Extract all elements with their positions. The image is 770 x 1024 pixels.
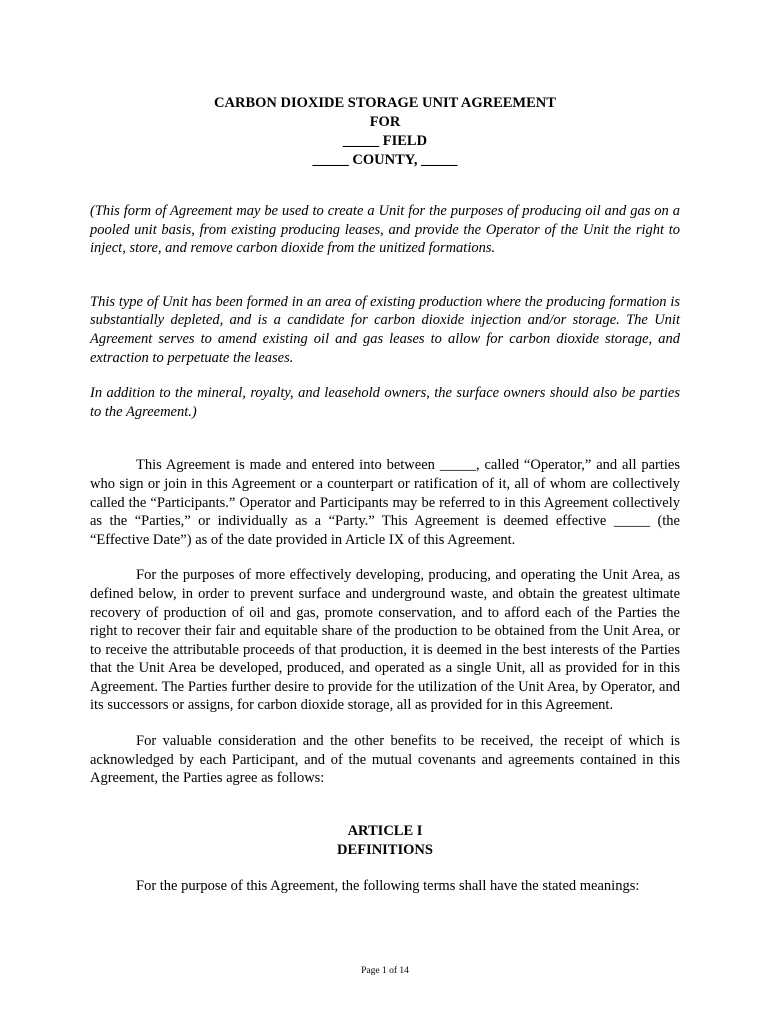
- note-paragraph-3: In addition to the mineral, royalty, and leasehold owners, the surface owners should also be parties to the Agreement.): [90, 385, 680, 420]
- document-page: [90, 94, 680, 895]
- title-line-3: _____ FIELD: [342, 133, 428, 149]
- body-paragraph-2: For the purposes of more effectively developing, producing, and operating the Unit Area, as defined below, in order to prevent surface and underground waste, and obtain the greatest ultimate recovery of production of oil and gas, promote conservation, and to afford each of the Parties the right to recover their fair and equitable share of the production to be obtained from the Unit Area, or to receive the attributable proceeds of that production, it is deemed in the best interests of the Parties that the Unit Area be developed, produced, and operated as a single Unit, all as provided for in this Agreement. The Parties further desire to provide for the utilization of the Unit Area, by Operator, and its successors or assigns, for carbon dioxide storage, all as provided for in this Agreement.: [90, 567, 680, 714]
- article-intro: For the purpose of this Agreement, the following terms shall have the stated meanings:: [136, 877, 640, 894]
- article-title: DEFINITIONS: [337, 841, 433, 858]
- title-line-2: FOR: [369, 114, 401, 130]
- page-number: Page 1 of 14: [361, 966, 409, 976]
- body-paragraph-3: For valuable consideration and the other benefits to be received, the receipt of which is acknowledged by each Participant, and of the mutual covenants and agreements contained in this Agreement, the Parties agree as follows:: [90, 733, 680, 787]
- note-paragraph-1: (This form of Agreement may be used to create a Unit for the purposes of producing oil and gas on a pooled unit basis, from existing producing leases, and provide the Operator of the Unit the right to inject, store, and remove carbon dioxide from the unitized formations.: [90, 203, 680, 257]
- title-line-4: _____ COUNTY, _____: [312, 152, 458, 168]
- title-line-1: CARBON DIOXIDE STORAGE UNIT AGREEMENT: [214, 95, 556, 111]
- article-number: ARTICLE I: [347, 822, 423, 839]
- article-heading: [90, 822, 680, 860]
- note-paragraph-2: This type of Unit has been formed in an area of existing production where the producing formation is substantially depleted, and is a candidate for carbon dioxide injection and/or storage. The Unit Agreement serves to amend existing oil and gas leases to allow for carbon dioxide storage, and extraction to perpetuate the leases.: [90, 293, 680, 366]
- body-paragraph-1: This Agreement is made and entered into between _____, called “Operator,” and all parties who sign or join in this Agreement or a counterpart or ratification of it, all of whom are collectively called the “Participants.” Operator and Participants may be referred to in this Agreement collectively as the “Parties,” or individually as a “Party.” This Agreement is deemed effective _____ (the “Effective Date”) as of the date provided in Article IX of this Agreement.: [90, 457, 680, 548]
- document-title: [90, 94, 680, 170]
